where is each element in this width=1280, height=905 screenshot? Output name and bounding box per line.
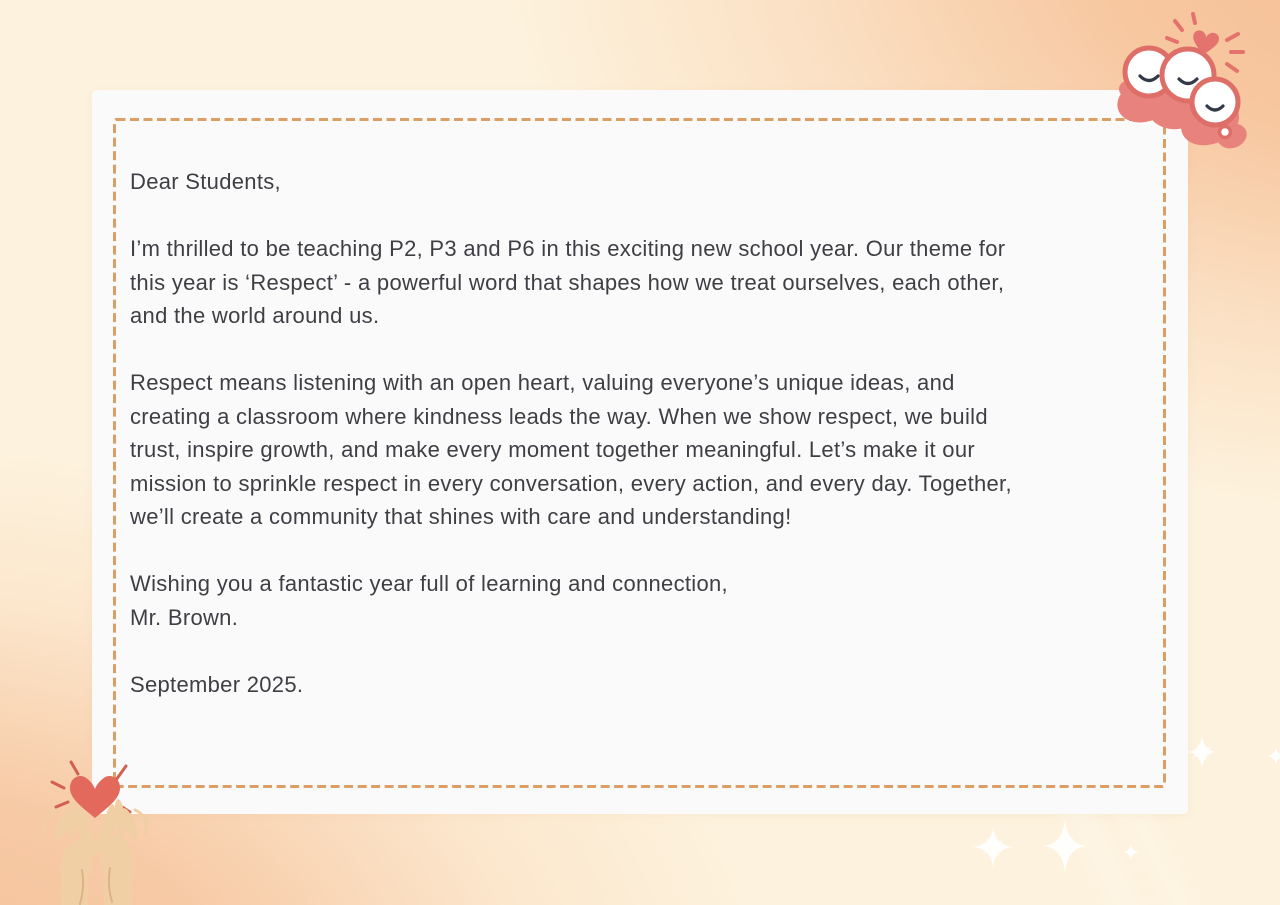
letter-line: creating a classroom where kindness leads the way. When we show respect, we build xyxy=(130,403,988,429)
letter-line: Respect means listening with an open heart, valuing everyone’s unique ideas, and xyxy=(130,370,955,395)
letter-date: September 2025. xyxy=(130,671,304,697)
letter-line: trust, inspire growth, and make every moment together meaningful. Let’s make it our xyxy=(130,437,976,462)
blank-line xyxy=(130,634,1145,668)
closing-line: Wishing you a fantastic year full of learning and connection, xyxy=(130,571,728,596)
heart-icon xyxy=(1190,29,1220,57)
letter-line: and the world around us. xyxy=(130,303,380,328)
paragraph-2 xyxy=(130,366,1145,534)
letter-card xyxy=(92,90,1188,814)
blank-line xyxy=(130,534,1145,568)
smiley-face-3 xyxy=(1192,79,1238,125)
sparkle-star-icon xyxy=(1043,819,1087,873)
smiley-face-1 xyxy=(1125,48,1173,96)
teardrop-icon xyxy=(1220,127,1231,138)
sparkle-star-icon xyxy=(1123,844,1139,860)
letter-line: mission to sprinkle respect in every conversation, every action, and every day. Together, xyxy=(130,470,1012,496)
letter-body xyxy=(130,165,1145,701)
left-hand xyxy=(43,801,99,905)
letter-line: we’ll create a community that shines with care and understanding! xyxy=(130,504,792,529)
letter-line: this year is ‘Respect’ - a powerful word that shapes how we treat ourselves, each other, xyxy=(130,269,1005,295)
blank-line xyxy=(130,333,1145,367)
paragraph-1 xyxy=(130,232,1145,333)
letter-line: I’m thrilled to be teaching P2, P3 and P6 in this exciting new school year. Our theme for xyxy=(130,236,1006,261)
signature: Mr. Brown. xyxy=(130,604,239,630)
sparkle-star-icon xyxy=(1267,747,1280,765)
blank-line xyxy=(130,199,1145,233)
sparkle-star-icon xyxy=(973,827,1013,867)
sparkle-rays-icon xyxy=(1167,14,1243,71)
sparkle-star-icon xyxy=(1187,736,1216,768)
salutation: Dear Students, xyxy=(130,169,281,194)
right-hand xyxy=(92,799,147,905)
